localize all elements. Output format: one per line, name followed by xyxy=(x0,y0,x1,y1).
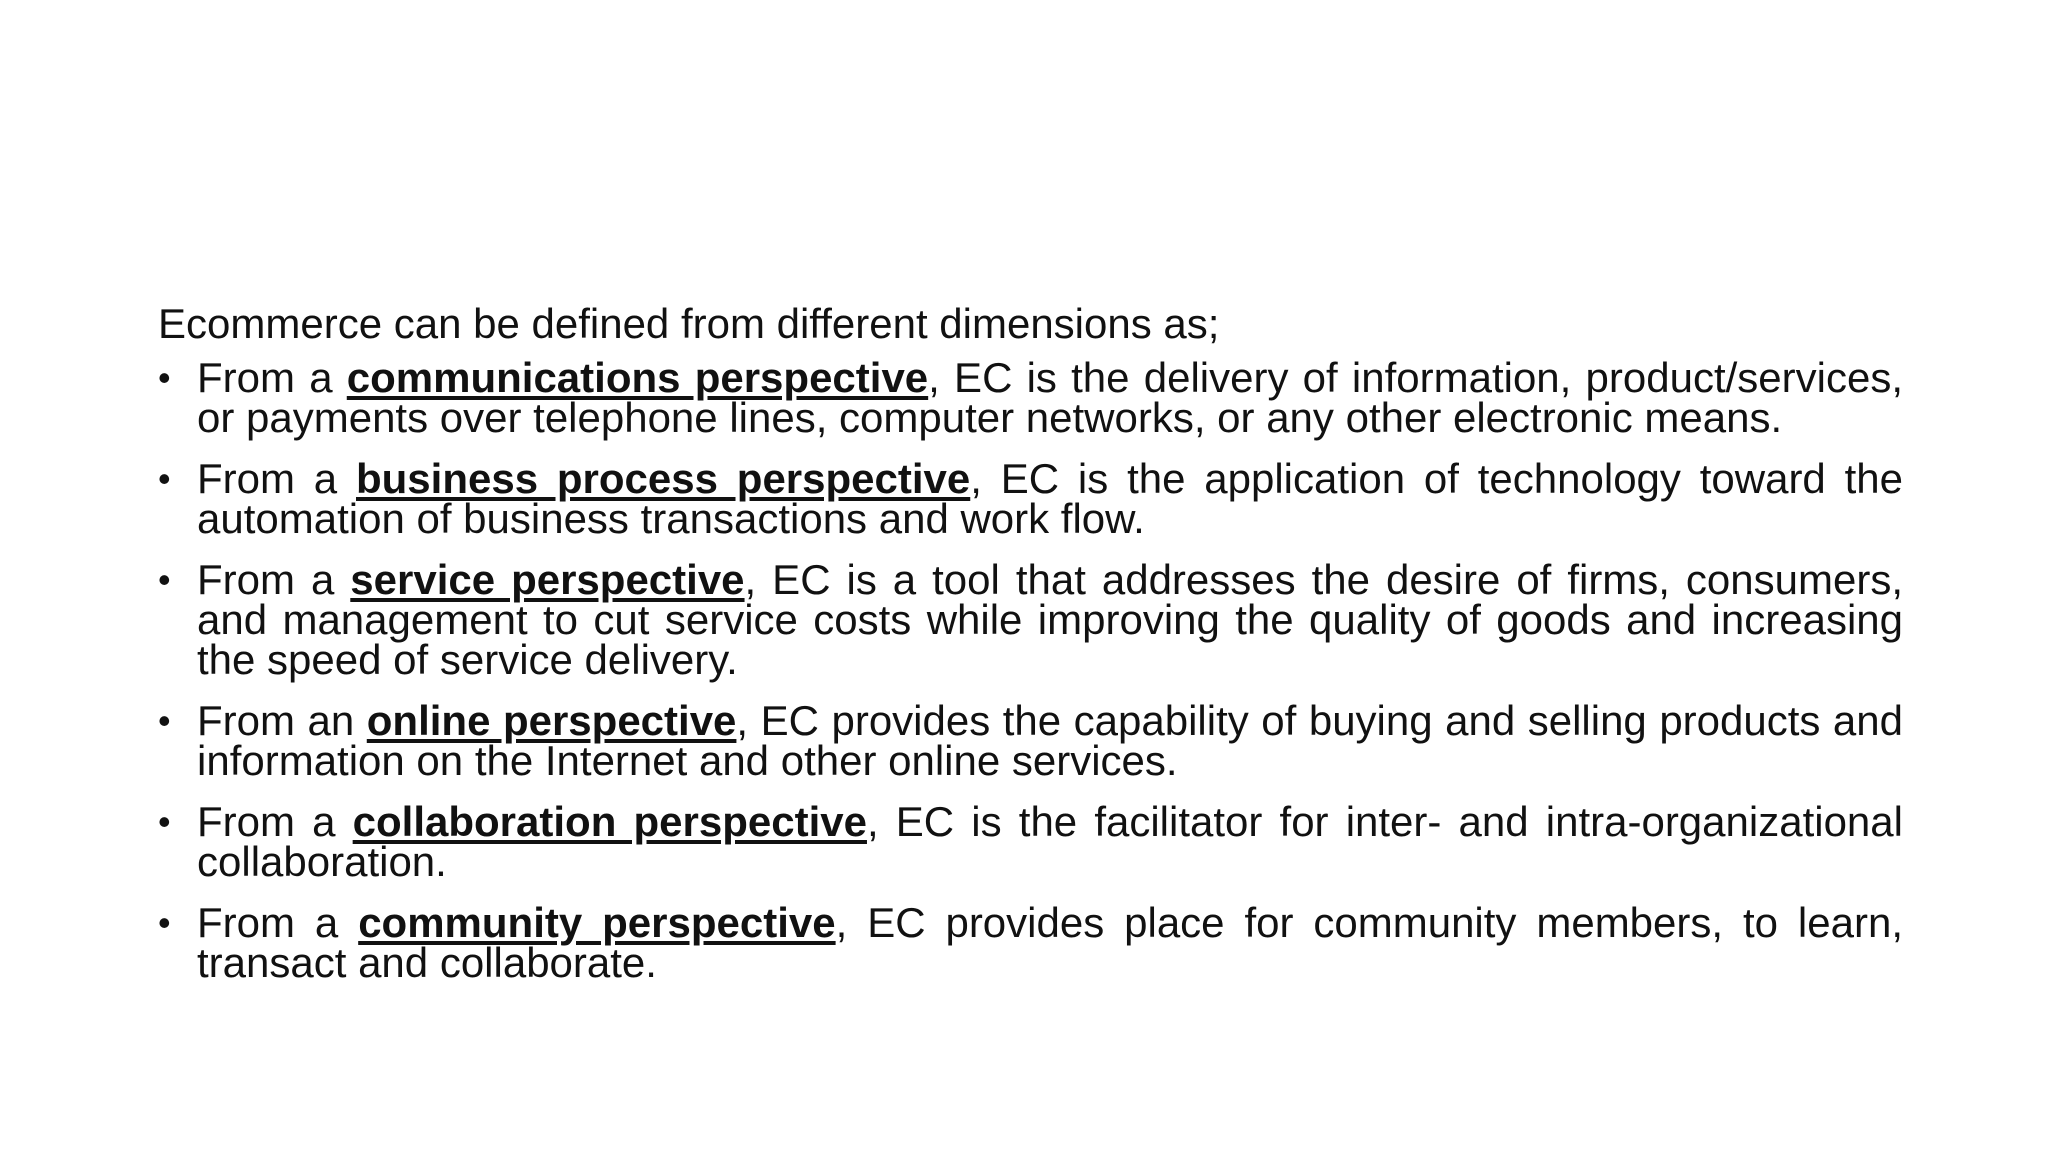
bullet-dot-icon: • xyxy=(158,357,171,398)
bullet-text xyxy=(197,556,1904,683)
bullet-item-collaboration xyxy=(158,798,1903,885)
bullet-prefix: From a xyxy=(197,556,351,603)
bullet-item-service xyxy=(158,556,1904,683)
bullet-text xyxy=(197,354,1904,441)
bullet-term: business process perspective xyxy=(356,455,971,502)
bullet-term: online perspective xyxy=(366,697,737,744)
bullet-term: collaboration perspective xyxy=(352,798,867,845)
bullet-prefix: From a xyxy=(197,354,347,401)
bullet-term: service perspective xyxy=(350,556,745,603)
bullet-term: communications perspective xyxy=(346,354,929,401)
bullet-text xyxy=(197,899,1903,986)
bullet-prefix: From a xyxy=(197,899,359,946)
bullet-dot-icon: • xyxy=(158,801,171,842)
bullet-item-communications xyxy=(158,354,1904,441)
bullet-text xyxy=(197,455,1903,542)
bullet-dot-icon: • xyxy=(158,458,171,499)
bullet-dot-icon: • xyxy=(158,559,171,600)
bullet-description: , EC is the facilitator for inter- and intra-organizational collaboration. xyxy=(197,798,1903,885)
bullet-dot-icon: • xyxy=(158,902,171,943)
bullet-text xyxy=(197,798,1903,885)
bullet-dot-icon: • xyxy=(158,700,171,741)
bullet-description: , EC is the application of technology toward the automation of business transactions and work flow. xyxy=(197,455,1903,542)
bullet-item-online xyxy=(158,697,1904,784)
bullet-description: , EC is a tool that addresses the desire of firms, consumers, and management to cut service costs while improving the quality of goods and increasing the speed of service delivery. xyxy=(197,556,1904,683)
bullet-description: , EC provides place for community members, to learn, transact and collaborate. xyxy=(197,899,1903,986)
bullet-description: , EC provides the capability of buying and selling products and information on the Internet and other online services. xyxy=(197,697,1904,784)
bullet-prefix: From a xyxy=(197,455,356,502)
bullet-item-business-process xyxy=(158,455,1903,542)
bullet-term: community perspective xyxy=(358,899,836,946)
slide-content xyxy=(158,300,1903,1004)
bullet-prefix: From a xyxy=(197,798,353,845)
bullet-text xyxy=(197,697,1904,784)
bullet-item-community xyxy=(158,899,1903,986)
bullet-description: , EC is the delivery of information, product/services, or payments over telephone lines, computer networks, or any other electronic means. xyxy=(197,354,1904,441)
bullet-prefix: From an xyxy=(197,697,367,744)
bullet-list xyxy=(158,354,1904,986)
intro-text: Ecommerce can be defined from different dimensions as; xyxy=(158,300,1220,347)
